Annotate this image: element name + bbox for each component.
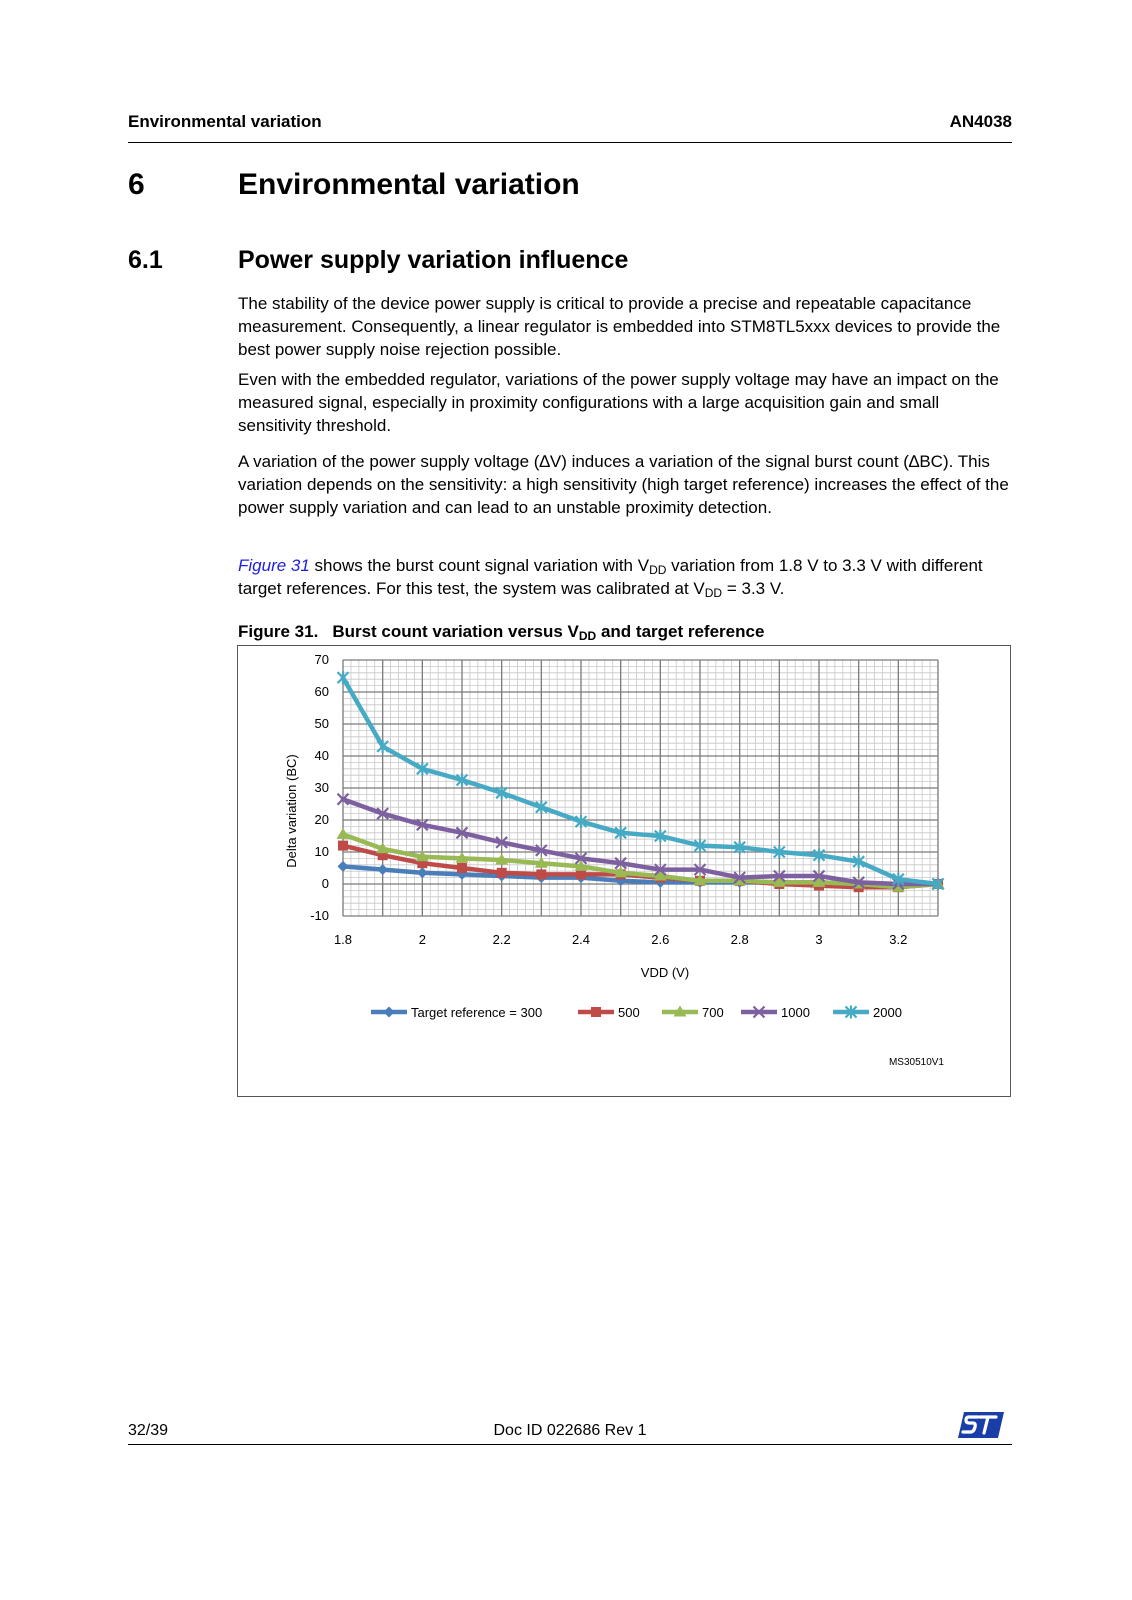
legend-item (833, 1005, 902, 1020)
chart-axes (310, 652, 907, 947)
vdd-subscript: DD (704, 586, 723, 600)
data-point (338, 861, 349, 872)
legend-label: 2000 (873, 1005, 902, 1020)
paragraph-1-text: The stability of the device power supply is critical to provide a precise and repeatable capacitance measurement. Consequently, a linear regulator is embedded into STM8TL5xxx devices to provide the best power supply noise rejection possible. (238, 294, 1001, 359)
data-point (497, 868, 507, 878)
y-tick-label: 50 (314, 716, 329, 731)
x-tick-label: 2.8 (730, 932, 749, 947)
figure-label: Figure 31. (238, 622, 319, 641)
running-header (128, 110, 1012, 143)
legend-marker (591, 1007, 601, 1017)
data-point (338, 841, 348, 851)
y-axis-label: Delta variation (BC) (284, 754, 299, 868)
paragraph-3 (238, 450, 1012, 519)
series-line (343, 678, 938, 884)
y-tick-label: 40 (314, 748, 329, 763)
paragraph-4-text (238, 554, 1012, 600)
figure-title-subscript: DD (578, 629, 597, 643)
figure-code: MS30510V1 (888, 1057, 944, 1068)
legend-label: Target reference = 300 (411, 1005, 543, 1020)
figure-title-a: Burst count variation versus V (332, 622, 579, 641)
y-tick-label: 0 (321, 876, 329, 891)
vdd-subscript: DD (649, 563, 667, 577)
subsection-number: 6.1 (128, 246, 163, 274)
page-footer (128, 1420, 1012, 1445)
paragraph-4-part-a: shows the burst count signal variation with V (309, 556, 650, 575)
x-axis-label: VDD (V) (640, 965, 690, 980)
figure-caption (238, 622, 764, 642)
legend-label: 1000 (781, 1005, 810, 1020)
y-tick-label: 20 (314, 812, 329, 827)
data-point (377, 864, 388, 875)
section-number: 6 (128, 168, 145, 201)
x-tick-label: 2.2 (492, 932, 511, 947)
document-id: Doc ID 022686 Rev 1 (493, 1422, 647, 1439)
x-tick-label: 3 (815, 932, 823, 947)
data-point (457, 863, 467, 873)
y-tick-label: 10 (314, 844, 329, 859)
y-tick-label: 30 (314, 780, 329, 795)
paragraph-4 (238, 554, 1012, 600)
paragraph-2 (238, 368, 1012, 437)
legend-label: 700 (702, 1005, 724, 1020)
page-number: 32/39 (128, 1422, 169, 1439)
y-tick-label: 70 (314, 652, 329, 667)
data-point (417, 867, 428, 878)
x-tick-label: 3.2 (889, 932, 908, 947)
paragraph-3-text: A variation of the power supply voltage (∆V) induces a variation of the signal burst count (∆BC). This variation depends on the sensitivity: a high sensitivity (high target reference) increases the effect of the power supply variation and can lead to an unstable proximity detection. (238, 452, 1009, 517)
header-section-title: Environmental variation (128, 112, 322, 131)
figure-title-b: and target reference (596, 622, 765, 641)
legend-item (371, 1005, 542, 1020)
figure-31-link[interactable]: Figure 31 (238, 556, 310, 575)
x-tick-label: 2.4 (571, 932, 591, 947)
y-tick-label: -10 (310, 908, 329, 923)
y-tick-label: 60 (314, 684, 329, 699)
legend-label: 500 (618, 1005, 640, 1020)
legend-item (578, 1005, 640, 1020)
subsection-title: Power supply variation influence (238, 246, 629, 274)
st-logo-icon (958, 1410, 1004, 1445)
figure-box (237, 645, 1011, 1097)
x-tick-label: 1.8 (333, 932, 353, 947)
paragraph-4-part-c: = 3.3 V. (722, 579, 785, 598)
burst-count-chart (238, 646, 1010, 1096)
x-tick-label: 2 (418, 932, 426, 947)
chart-legend (371, 1005, 902, 1020)
paragraph-4-part-b: variation from 1.8 V to 3.3 V with different target references. For this test, the system was calibrated at V (238, 556, 983, 598)
data-point (338, 671, 349, 684)
legend-marker (384, 1007, 395, 1018)
paragraph-2-text: Even with the embedded regulator, variations of the power supply voltage may have an impact on the measured signal, especially in proximity configurations with a large acquisition gain and small sensitivity threshold. (238, 370, 999, 435)
legend-item (662, 1005, 724, 1020)
x-tick-label: 2.6 (651, 932, 670, 947)
section-title: Environmental variation (238, 168, 580, 201)
data-point (536, 869, 546, 879)
data-point (576, 869, 586, 879)
header-doc-number: AN4038 (949, 112, 1012, 131)
legend-item (741, 1005, 810, 1020)
paragraph-1 (238, 292, 1012, 361)
data-point (337, 828, 350, 839)
